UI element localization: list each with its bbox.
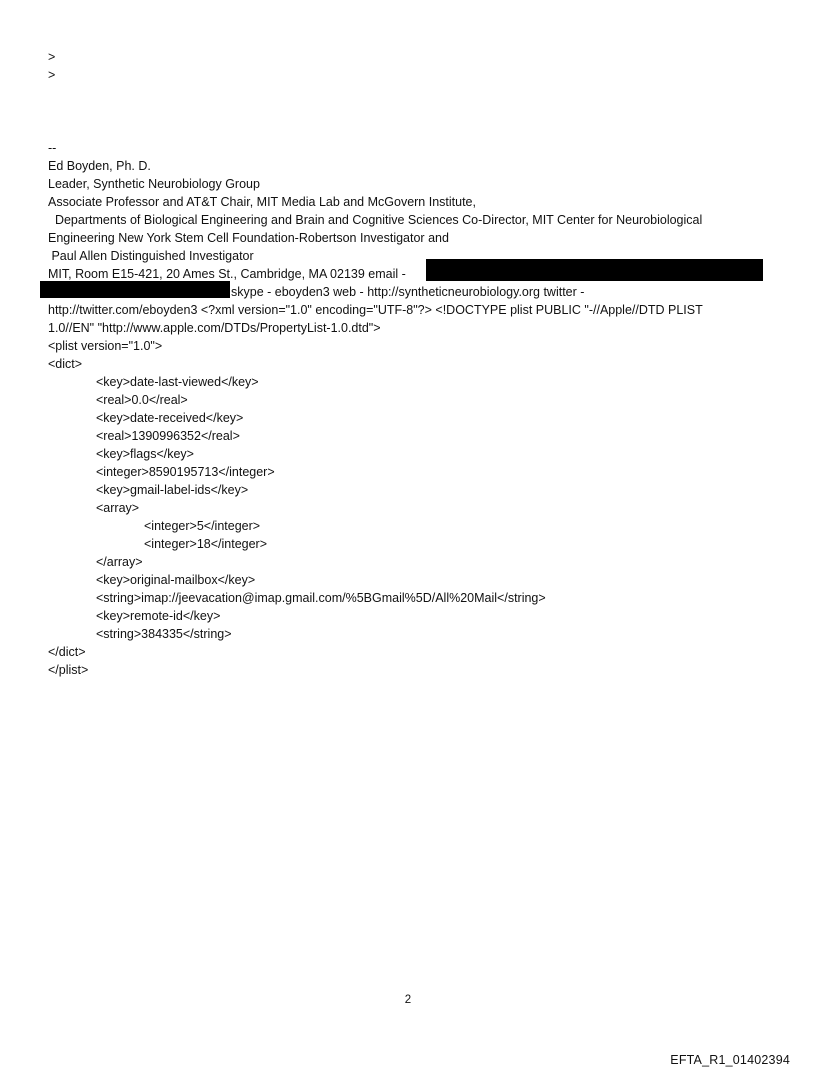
twitter-line: http://twitter.com/eboyden3 <?xml version="1.0" encoding="UTF-8"?> <!DOCTYPE plist PUBLIC "-//Apple//DTD PLIST <box>48 303 703 317</box>
plist-open: <plist version="1.0"> <box>48 339 163 353</box>
plist-key: <key>date-received</key> <box>96 411 244 425</box>
plist-value: <real>1390996352</real> <box>96 429 240 443</box>
signature-address: MIT, Room E15-421, 20 Ames St., Cambridge, MA 02139 email - <box>48 267 406 281</box>
document-id: EFTA_R1_01402394 <box>670 1053 790 1067</box>
signature-title: Paul Allen Distinguished Investigator <box>48 249 254 263</box>
array-item: <integer>5</integer> <box>144 519 261 533</box>
plist-value: <integer>8590195713</integer> <box>96 465 275 479</box>
plist-key: <key>date-last-viewed</key> <box>96 375 259 389</box>
dict-open: <dict> <box>48 357 83 371</box>
signature-title: Engineering New York Stem Cell Foundation-Robertson Investigator and <box>48 231 449 245</box>
signature-separator: -- <box>48 141 57 155</box>
plist-value: <string>384335</string> <box>96 627 232 641</box>
plist-value: <real>0.0</real> <box>96 393 188 407</box>
dict-close: </dict> <box>48 645 86 659</box>
plist-value: <string>imap://jeevacation@imap.gmail.com/%5BGmail%5D/All%20Mail</string> <box>96 591 546 605</box>
array-open: <array> <box>96 501 140 515</box>
quote-marker: > <box>48 50 56 64</box>
signature-title: Associate Professor and AT&T Chair, MIT Media Lab and McGovern Institute, <box>48 195 476 209</box>
plist-key: <key>gmail-label-ids</key> <box>96 483 249 497</box>
page-number: 2 <box>404 994 412 1006</box>
redaction-box <box>40 281 230 298</box>
plist-key: <key>remote-id</key> <box>96 609 221 623</box>
doctype-line: 1.0//EN" "http://www.apple.com/DTDs/PropertyList-1.0.dtd"> <box>48 321 381 335</box>
signature-name: Ed Boyden, Ph. D. <box>48 159 151 173</box>
plist-key: <key>original-mailbox</key> <box>96 573 256 587</box>
signature-title: Leader, Synthetic Neurobiology Group <box>48 177 260 191</box>
plist-close: </plist> <box>48 663 89 677</box>
quote-marker: > <box>48 68 56 82</box>
array-item: <integer>18</integer> <box>144 537 268 551</box>
signature-contact: skype - eboyden3 web - http://syntheticneurobiology.org twitter - <box>231 285 585 299</box>
redaction-box <box>426 259 763 281</box>
signature-title: Departments of Biological Engineering and Brain and Cognitive Sciences Co-Director, MIT Center for Neurobiological <box>48 213 703 227</box>
array-close: </array> <box>96 555 143 569</box>
plist-key: <key>flags</key> <box>96 447 194 461</box>
